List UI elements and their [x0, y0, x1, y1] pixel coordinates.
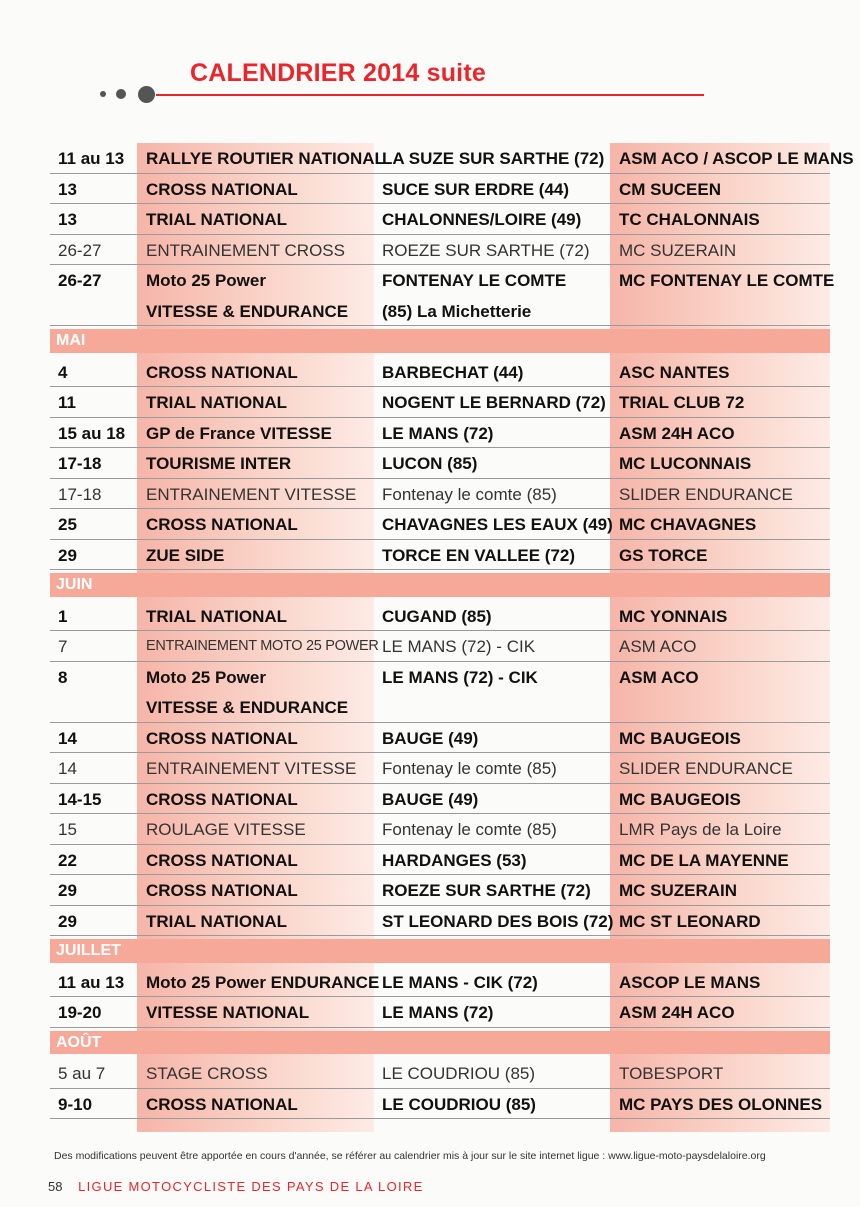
table-row: [50, 1058, 830, 1089]
table-row: [50, 631, 830, 662]
event-name: GP de France VITESSE: [146, 423, 332, 443]
event-name: ENTRAINEMENT VITESSE: [146, 484, 357, 504]
month-header-juin: [50, 573, 830, 597]
event-club: MC DE LA MAYENNE: [619, 850, 789, 870]
event-club: MC BAUGEOIS: [619, 789, 741, 809]
event-date: 14: [58, 728, 77, 748]
event-date: 25: [58, 515, 77, 534]
table-row: [50, 906, 830, 937]
event-club: ASM ACO / ASCOP LE MANS: [619, 149, 854, 168]
event-date: 14: [58, 759, 77, 778]
event-club: SLIDER ENDURANCE: [619, 759, 793, 778]
event-date: 17-18: [58, 484, 102, 504]
event-club: GS TORCE: [619, 545, 708, 565]
event-place: Fontenay le comte (85): [382, 820, 557, 839]
event-club: MC FONTENAY LE COMTE: [619, 271, 835, 290]
title-block: [100, 56, 710, 106]
event-date: 8: [58, 667, 68, 687]
table-row: [50, 845, 830, 876]
event-date: 29: [58, 545, 77, 565]
event-name: CROSS NATIONAL: [146, 179, 298, 199]
event-date: 4: [58, 362, 68, 382]
event-club: ASC NANTES: [619, 362, 730, 382]
event-name: Moto 25 Power ENDURANCE: [146, 972, 380, 992]
event-name: ENTRAINEMENT MOTO 25 POWER: [146, 638, 379, 654]
event-place: BARBECHAT (44): [382, 362, 524, 382]
event-club: TC CHALONNAIS: [619, 210, 760, 229]
event-date: 29: [58, 881, 77, 900]
month-label: MAI: [56, 332, 86, 349]
event-date: 13: [58, 179, 77, 199]
event-name: CROSS NATIONAL: [146, 515, 298, 534]
month-header-aout: [50, 1031, 830, 1055]
table-row: [50, 418, 830, 449]
table-row: [50, 448, 830, 479]
event-name: STAGE CROSS: [146, 1064, 268, 1083]
table-row: [50, 875, 830, 906]
event-club: ASCOP LE MANS: [619, 972, 761, 992]
event-place: BAUGE (49): [382, 728, 479, 748]
event-club: SLIDER ENDURANCE: [619, 484, 793, 504]
event-date: 1: [58, 606, 68, 626]
event-name: CROSS NATIONAL: [146, 789, 298, 809]
event-club: MC SUZERAIN: [619, 240, 737, 260]
decorative-dots-icon: [100, 86, 162, 102]
organization-name: LIGUE MOTOCYCLISTE DES PAYS DE LA LOIRE: [78, 1179, 424, 1194]
table-row: [50, 692, 830, 723]
event-place: LE MANS - CIK (72): [382, 972, 538, 992]
event-name: VITESSE NATIONAL: [146, 1003, 310, 1022]
event-place: LE MANS (72): [382, 423, 494, 443]
event-place: LE MANS (72) - CIK: [382, 637, 536, 656]
page-footer: [48, 1179, 424, 1194]
footnote: Des modifications peuvent être apportée en cours d'année, se référer au calendrier mis à jour sur le site internet ligue : www.ligue-moto-paysdelaloire.org: [54, 1150, 766, 1162]
table-row: [50, 143, 854, 174]
table-row: [50, 357, 830, 388]
table-row: [50, 997, 830, 1028]
month-label: JUIN: [56, 576, 93, 593]
table-row: [50, 540, 830, 571]
table-row: [50, 814, 830, 845]
calendar-table: [50, 143, 854, 1119]
table-row: [50, 784, 830, 815]
group-juillet: [50, 967, 830, 1028]
event-date: 5 au 7: [58, 1064, 106, 1083]
group-mai: [50, 357, 830, 571]
title-underline: [156, 94, 704, 96]
month-header-juillet: [50, 939, 830, 963]
table-row: [50, 723, 830, 754]
event-place: ST LEONARD DES BOIS (72): [382, 911, 614, 931]
event-place: TORCE EN VALLEE (72): [382, 545, 576, 565]
event-place: HARDANGES (53): [382, 850, 527, 870]
event-date: 11: [58, 393, 76, 412]
event-place: LA SUZE SUR SARTHE (72): [382, 149, 605, 168]
event-place: LE MANS (72) - CIK: [382, 667, 538, 687]
event-name: TRIAL NATIONAL: [146, 911, 288, 931]
event-club: ASM 24H ACO: [619, 423, 735, 443]
event-place: SUCE SUR ERDRE (44): [382, 179, 570, 199]
event-date: 26-27: [58, 240, 102, 260]
month-label: JUILLET: [56, 942, 121, 959]
event-club: MC CHAVAGNES: [619, 515, 757, 534]
event-date: [58, 296, 138, 326]
event-club: MC SUZERAIN: [619, 881, 738, 900]
event-club: ASM 24H ACO: [619, 1003, 735, 1022]
group-aout: [50, 1058, 830, 1119]
event-date: 15: [58, 820, 77, 839]
event-name: CROSS NATIONAL: [146, 362, 298, 382]
event-club: MC PAYS DES OLONNES: [619, 1094, 823, 1114]
group-intro: [50, 143, 854, 326]
event-place: LUCON (85): [382, 454, 478, 473]
page-number: 58: [48, 1179, 63, 1194]
event-date: 13: [58, 210, 77, 229]
event-club: TOBESPORT: [619, 1064, 724, 1083]
event-place: ROEZE SUR SARTHE (72): [382, 881, 591, 900]
event-place: CUGAND (85): [382, 606, 492, 626]
event-name: RALLYE ROUTIER NATIONAL: [146, 149, 385, 168]
event-name: TRIAL NATIONAL: [146, 210, 288, 229]
event-place: BAUGE (49): [382, 789, 479, 809]
event-club: TRIAL CLUB 72: [619, 393, 745, 412]
event-place: LE MANS (72): [382, 1003, 494, 1022]
event-place: (85) La Michetterie: [382, 301, 532, 321]
event-name: CROSS NATIONAL: [146, 881, 298, 900]
event-place: LE COUDRIOU (85): [382, 1094, 536, 1114]
event-date: 7: [58, 637, 68, 656]
event-club: ASM ACO: [619, 637, 697, 656]
event-place: [382, 692, 614, 722]
event-club: MC LUCONNAIS: [619, 454, 752, 473]
table-row: [50, 662, 830, 693]
event-name: CROSS NATIONAL: [146, 1094, 298, 1114]
month-header-mai: [50, 329, 830, 353]
table-row: [50, 265, 835, 296]
table-row: [50, 601, 830, 632]
event-club: ASM ACO: [619, 667, 699, 687]
event-date: [58, 692, 138, 722]
event-date: 15 au 18: [58, 423, 126, 443]
table-row: [50, 753, 830, 784]
event-date: 11 au 13: [58, 149, 125, 168]
event-club: CM SUCEEN: [619, 179, 722, 199]
event-place: NOGENT LE BERNARD (72): [382, 393, 606, 412]
event-date: 26-27: [58, 271, 102, 290]
event-place: ROEZE SUR SARTHE (72): [382, 240, 590, 260]
event-name: ENTRAINEMENT CROSS: [146, 240, 345, 260]
table-row: [50, 479, 830, 510]
event-name: VITESSE & ENDURANCE: [146, 301, 349, 321]
event-club: MC BAUGEOIS: [619, 728, 741, 748]
event-date: 11 au 13: [58, 972, 125, 992]
event-name: ZUE SIDE: [146, 545, 225, 565]
table-row: [50, 174, 830, 205]
page-title: CALENDRIER 2014 suite: [190, 59, 486, 87]
event-name: TRIAL NATIONAL: [146, 393, 288, 412]
event-date: 14-15: [58, 789, 102, 809]
event-club: MC ST LEONARD: [619, 911, 761, 931]
event-date: 29: [58, 911, 77, 931]
event-club: MC YONNAIS: [619, 606, 728, 626]
group-juin: [50, 601, 830, 937]
event-place: CHALONNES/LOIRE (49): [382, 210, 582, 229]
table-row: [50, 296, 830, 327]
table-row: [50, 204, 830, 235]
event-name: Moto 25 Power: [146, 271, 266, 290]
event-name: TOURISME INTER: [146, 454, 292, 473]
event-place: LE COUDRIOU (85): [382, 1064, 536, 1083]
event-place: Fontenay le comte (85): [382, 759, 557, 778]
event-name: ENTRAINEMENT VITESSE: [146, 759, 357, 778]
event-club: LMR Pays de la Loire: [619, 820, 782, 839]
event-name: Moto 25 Power: [146, 667, 266, 687]
event-date: 9-10: [58, 1094, 93, 1114]
month-label: AOÛT: [56, 1033, 102, 1051]
table-row: [50, 235, 830, 266]
event-name: CROSS NATIONAL: [146, 728, 298, 748]
event-name: ROULAGE VITESSE: [146, 820, 306, 839]
event-name: VITESSE & ENDURANCE: [146, 698, 349, 717]
event-club: [619, 296, 829, 326]
event-date: 22: [58, 850, 77, 870]
event-name: TRIAL NATIONAL: [146, 606, 288, 626]
table-row: [50, 1089, 830, 1120]
event-date: 17-18: [58, 454, 102, 473]
event-name: CROSS NATIONAL: [146, 850, 298, 870]
event-date: 19-20: [58, 1003, 102, 1022]
table-row: [50, 967, 830, 998]
event-place: Fontenay le comte (85): [382, 484, 557, 504]
event-place: CHAVAGNES LES EAUX (49): [382, 515, 613, 534]
table-row: [50, 509, 830, 540]
event-place: FONTENAY LE COMTE: [382, 271, 567, 290]
table-row: [50, 387, 830, 418]
event-club: [619, 692, 829, 722]
